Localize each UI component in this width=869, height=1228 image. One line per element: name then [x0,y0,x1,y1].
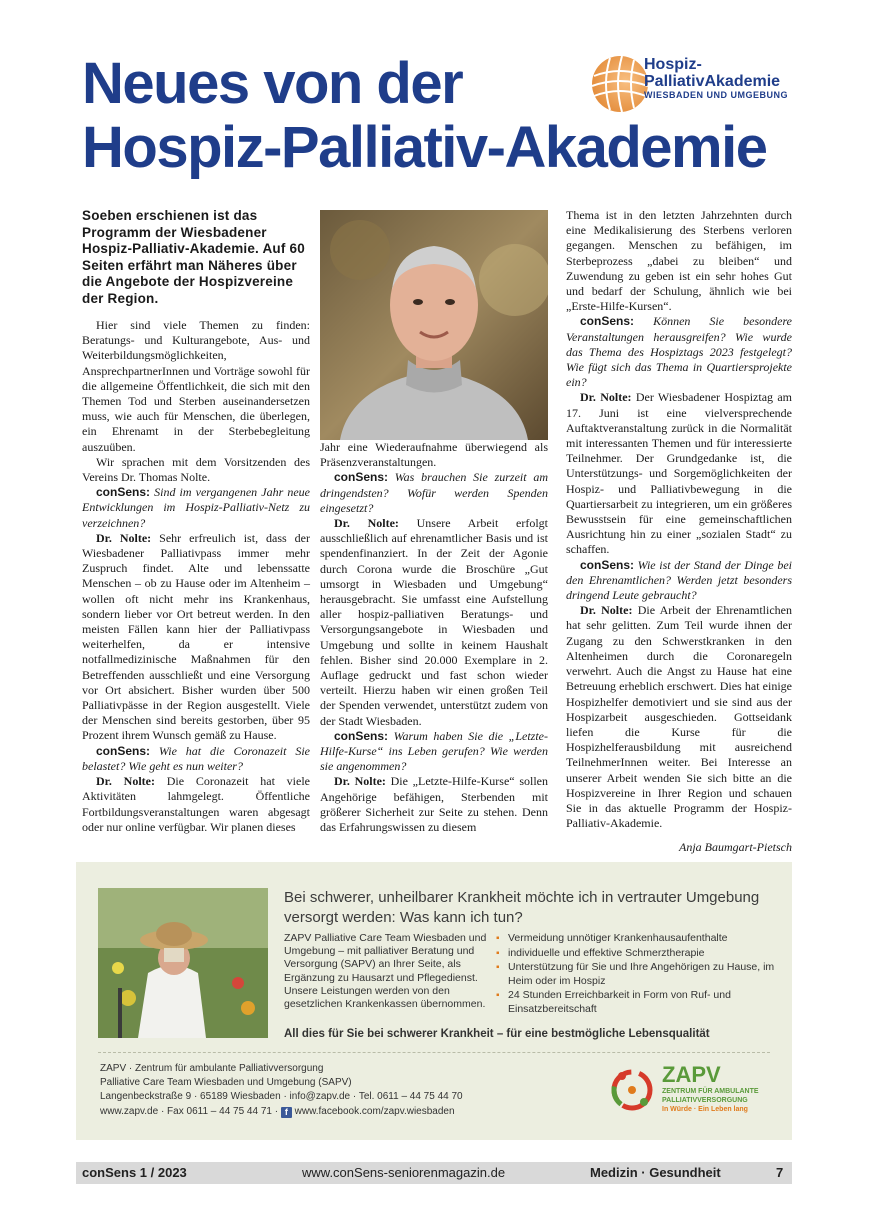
facebook-icon: f [281,1107,292,1118]
interview-question: conSens: Können Sie besondere Veranstaltungen herausgreifen? Wie wurde das Thema des Hospiztags 2023 festgelegt? Wie fügt sich das Thema in Quartiersprojekte ein? [566,314,792,390]
list-item: ▪ Unterstützung für Sie und Ihre Angehörigen zu Hause, im Heim oder im Hospiz [496,961,786,987]
ad-benefit-list [496,932,786,1017]
divider [98,1052,770,1053]
article-lead: Soeben erschienen ist das Programm der Wiesbadener Hospiz-Palliativ-Akademie. Auf 60 Seiten erfährt man Näheres über die Angebote der Hospizvereine der Region. [82,208,305,306]
ad-contact-block: ZAPV · Zentrum für ambulante Palliativversorgung Palliative Care Team Wiesbaden und Umgebung (SAPV) Langenbeckstraße 9 · 65189 Wiesbaden · info@zapv.de · Tel. 0611 – 44 75 44 70 www.zapv.de · Fax 0611 – 44 75 44 71 · f www.facebook.com/zapv.wiesbaden [100,1063,463,1117]
paragraph: Wir sprachen mit dem Vorsitzenden des Vereins Dr. Thomas Nolte. [82,454,310,485]
list-item: ▪ Vermeidung unnötiger Krankenhausaufenthalte [496,932,786,945]
author-signature: Anja Baumgart-Pietsch [679,840,792,854]
zapv-wordmark: ZAPV [662,1062,721,1087]
interview-answer: Dr. Nolte: Die Arbeit der Ehrenamtlichen hat sehr gelitten. Zum Teil wurde ihnen der Zugang zu den Schwerstkranken in den Altenheimen durch die Coronaregeln verwehrt. Auch die Angst zu Hause hat eine Betreuung erheblich erschwert. Dies hat einige Hospizhelfer demotiviert und sie sind aus der Hospizarbeit ausgeschieden. Gottseidank liefen die Kurse für die Hospizhelferausbildung mit ausreichend TeilnehmerInnen weiter. Bei Interesse an unserer Arbeit wenden Sie sich bitte an die Hospizvereine in Ihrer Region und schauen Sie in das aktuelle Programm der Hospiz-Palliativ-Akademie. [566,603,792,831]
logo-subtitle: WIESBADEN UND UMGEBUNG [644,90,789,100]
interview-question: conSens: Wie hat die Coronazeit Sie belastet? Wie geht es nun weiter? [82,743,310,773]
interview-answer: Dr. Nolte: Die „Letzte-Hilfe-Kurse“ sollen Angehörige befähigen, Sterbenden mit größerer Sicherheit zur Seite zu stehen. Denn das Erfahrungswissen zu diesem [320,774,548,835]
section-label: Medizin · Gesundheit [590,1165,721,1180]
portrait-photo [320,210,548,440]
interview-answer: Dr. Nolte: Der Wiesbadener Hospiztag am 17. Juni ist eine vielversprechende Auftaktveranstaltung zurück in die Normalität mit interessanten Themen und für interessierte Teilnehmer. Der Grundgedanke ist, die Unterstützungs- und Sorgemöglichkeiten der Hospiz- und Palliativbewegung in die Quartiersarbeit zu integrieren, um ein größeres Bewusstsein für eine gemeinschaftlichen Ausrichtung hin zu einer „sozialen Stadt“ zu schaffen. [566,390,792,557]
ad-tagline: All dies für Sie bei schwerer Krankheit – für eine bestmögliche Lebensqualität [284,1028,710,1040]
ad-intro-text: ZAPV Palliative Care Team Wiesbaden und Umgebung – mit palliativer Beratung und Versorgung (SAPV) an Ihrer Seite, als Ergänzung zu Hausarzt und Pflegedienst. Unsere Leistungen werden von den gesetzlichen Krankenkassen übernommen. [284,932,487,1011]
ad-headline: Bei schwerer, unheilbarer Krankheit möchte ich in vertrauter Umgebung versorgt werden: Was kann ich tun? [284,889,760,926]
interview-answer: Dr. Nolte: Unsere Arbeit erfolgt ausschließlich auf ehrenamtlicher Basis und ist spendenfinanziert. In der Zeit der Agonie durch Corona wurde die Broschüre „Gut umsorgt in Wiesbaden und Umgebung“ herausgebracht. Sie umfasst eine Aufstellung aller hospiz-palliativen Beratungs- und Versorgungsangebote in Wiesbaden und Umgebung und sollte in keinem Haushalt fehlen. Bisher sind 20.000 Exemplare in 2. Auflage gedruckt und fast schon wieder verteilt. Hierzu haben wir einen großen Teil der Spenden verwendet, unterstützt zudem von der Stadt Wiesbaden. [320,516,548,728]
interview-question: conSens: Sind im vergangenen Jahr neue Entwicklungen im Hospiz-Palliativ-Netz zu verzeichnen? [82,485,310,530]
interview-answer: Dr. Nolte: Sehr erfreulich ist, dass der Wiesbadener Palliativpass immer mehr Zuspruch findet. Alte und lebenssatte Menschen – ob zu Hause oder im Altenheim – wollen oft nicht mehr ins Krankenhaus, sondern lieber vor Ort betreut werden. In den meisten Fällen kann hier der Palliativpass weiterhelfen, da er intensive notfallmedizinische Maßnahmen für den Betreffenden ausschließt und eine Versorgung vor Ort absichert. Bisher wurden über 500 Palliativpässe in der Region ausgestellt. Viele der Menschen sind bereits gestorben, über 95 Prozent ihrem Wunsch gemäß zu Hause. [82,530,310,743]
page-number: 7 [776,1165,784,1180]
facebook-link[interactable]: www.facebook.com/zapv.wiesbaden [294,1105,455,1117]
issue-label: conSens 1 / 2023 [82,1165,187,1180]
page-footer [76,1162,792,1184]
list-item: ▪ individuelle und effektive Schmerztherapie [496,947,786,960]
website-link[interactable]: www.conSens-seniorenmagazin.de [302,1165,506,1180]
paragraph: Thema ist in den letzten Jahrzehnten durch eine Medikalisierung des Sterbens verloren gegangen. Menschen zu befähigen, im Sterbeprozess „dabei zu bleiben“ und Zuwendung zu geben ist ein sehr hohes Gut und bedarf der Schulung, ähnlich wie bei „Erste-Hilfe-Kursen“. [566,208,792,314]
article-column-1 [82,318,310,835]
logo-name: Hospiz- PalliativAkademie [644,56,781,90]
interview-question: conSens: Wie ist der Stand der Dinge bei den Ehrenamtlichen? Werden jetzt besonders dringend Leute gebraucht? [566,557,792,603]
interview-question: conSens: Was brauchen Sie zurzeit am dringendsten? Wofür werden Spenden eingesetzt? [320,470,549,515]
list-item: ▪ 24 Stunden Erreichbarkeit in Form von Ruf- und Einsatzbereitschaft [496,989,786,1015]
sphere-logo-icon [588,52,648,116]
title-line-2: Hospiz-Palliativ-Akademie [82,115,767,180]
title-line-1: Neues von der [82,51,463,116]
interview-question: conSens: Warum haben Sie die „Letzte-Hilfe-Kurse“ ins Leben gerufen? Wie werden sie angenommen? [320,728,549,774]
article-column-3 [566,208,792,831]
paragraph: Hier sind viele Themen zu finden: Beratungs- und Kulturangebote, Aus- und Weiterbildungsmöglichkeiten, AnsprechpartnerInnen und Vorträge sowohl für die allgemeine Öffentlichkeit, die sich mit den Themen Tod und Sterben auseinandersetzen muss, wie auch für Menschen, die überlegen, ein Ehrenamt in der Sterbebegleitung auszuüben. [82,318,310,454]
article-column-2 [320,440,548,835]
paragraph: Jahr eine Wiederaufnahme überwiegend als Präsenzveranstaltungen. [320,440,548,470]
akademie-logo [588,52,798,116]
zapv-figures-icon [608,1062,656,1118]
zapv-logo: ZAPV ZENTRUM FÜR AMBULANTE PALLIATIVVERSORGUNG In Würde · Ein Leben lang [608,1062,778,1122]
interview-answer: Dr. Nolte: Die Coronazeit hat viele Aktivitäten lahmgelegt. Öffentliche Fortbildungsveranstaltungen waren abgesagt oder nur online verfügbar. Wir planen dieses [82,774,310,834]
ad-photo-woman-garden [98,888,268,1038]
